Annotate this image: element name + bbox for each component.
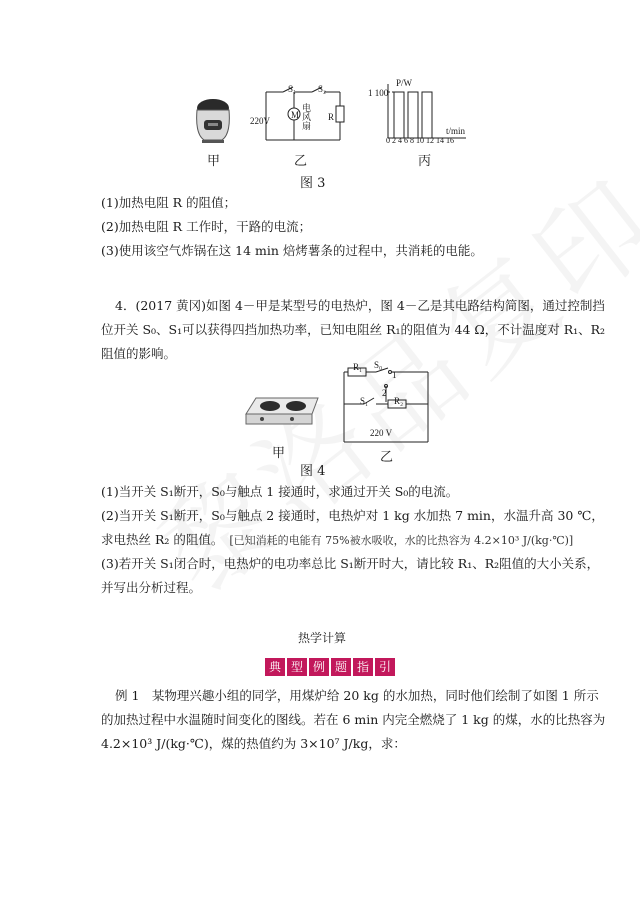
q4-sub-2-note: [已知消耗的电能有 75%被水吸收，水的比热容为 4.2×10³ J/(kg·℃)] [229,534,574,547]
q3-item-2: (2)加热电阻 R 工作时，干路的电流； [101,219,312,234]
fig4-r2-label: R₂ [394,396,404,406]
fig4-contact-1: 1 [392,370,397,380]
fig3-resistor-label: R [328,112,335,122]
fig4-contact-2: 2 [382,388,387,398]
banner-char-6: 引 [375,658,395,676]
q4-sub-2-line-1: (2)当开关 S₁断开，S₀与触点 2 接通时，电热炉对 1 kg 水加热 7 min，水温升高 30 ℃， [101,508,604,523]
q3-item-3: (3)使用该空气炸锅在这 14 min 焙烤薯条的过程中，共消耗的电能。 [101,243,483,258]
fig3-motor-label: M [291,110,300,120]
fig4-s0-label: S₀ [374,360,383,370]
q4-sub-3-line-1: (3)若开关 S₁闭合时，电热炉的电功率总比 S₁断开时大，请比较 R₁、R₂阻值的大小关系， [101,556,600,571]
fig3-switch-s1: S₁ [288,84,297,94]
q4-sub-2-text: 求电热丝 R₂ 的阻值。 [101,532,224,547]
air-fryer-image [190,96,236,144]
example-1-line-3: 4.2×10³ J/(kg·℃)，煤的热值约为 3×10⁷ J/kg，求： [101,736,406,751]
fig3-switch-s2: S₂ [318,84,327,94]
example-1-line-2: 的加热过程中水温随时间变化的图线。若在 6 min 内完全燃烧了 1 kg 的煤，水的比热容为 [101,712,606,727]
fig4-caption: 图 4 [300,464,326,479]
fig4-label-yi: 乙 [380,450,394,465]
banner-char-2: 型 [287,658,307,676]
section-title: 热学计算 [298,631,347,645]
example-banner [265,658,395,676]
banner-char-3: 例 [309,658,329,676]
fig3-caption: 图 3 [300,176,326,191]
banner-char-1: 典 [265,658,285,676]
banner-char-4: 题 [331,658,351,676]
fig3-graph-xlabel: t/min [446,126,466,136]
fig4-voltage-label: 220 V [370,428,393,438]
fig3-graph-ylabel: P/W [396,78,413,88]
fig3-graph-xticks: 0 2 4 6 8 10 12 14 16 [386,136,454,145]
q3-item-1: (1)加热电阻 R 的阻值； [101,195,237,210]
q4-sub-3-line-2: 并写出分析过程。 [101,580,202,595]
fig3-graph-yvalue: 1 100 [368,88,389,98]
fig4-label-jia: 甲 [272,446,286,461]
q4-intro-line-2: 位开关 S₀、S₁可以获得四挡加热功率，已知电阻丝 R₁的阻值为 44 Ω，不计温度对 R₁、R₂ [101,322,606,337]
fig3-label-yi: 乙 [294,154,308,169]
fig3-label-jia: 甲 [207,154,221,169]
fig3-voltage-label: 220V [250,116,270,126]
fig4-r1-label: R₁ [353,362,363,372]
q4-intro-line-1: 4．(2017 黄冈)如图 4－甲是某型号的电热炉，图 4－乙是其电路结构简图，通过控制挡 [115,298,605,313]
fig4-s1-label: S₁ [360,396,369,406]
example-1-line-1: 例 1 某物理兴趣小组的同学，用煤炉给 20 kg 的水加热，同时他们绘制了如图 1 所示 [115,688,599,703]
q4-sub-1: (1)当开关 S₁断开，S₀与触点 1 接通时，求通过开关 S₀的电流。 [101,484,459,499]
fig3-fan-label: 电风扇 [302,103,312,131]
q4-intro-line-3: 阻值的影响。 [101,346,177,361]
electric-stove-image [242,392,322,430]
fig3-label-bing: 丙 [418,154,432,169]
banner-char-5: 指 [353,658,373,676]
figure-3 [190,78,470,188]
q4-sub-2-line-2 [101,532,573,549]
